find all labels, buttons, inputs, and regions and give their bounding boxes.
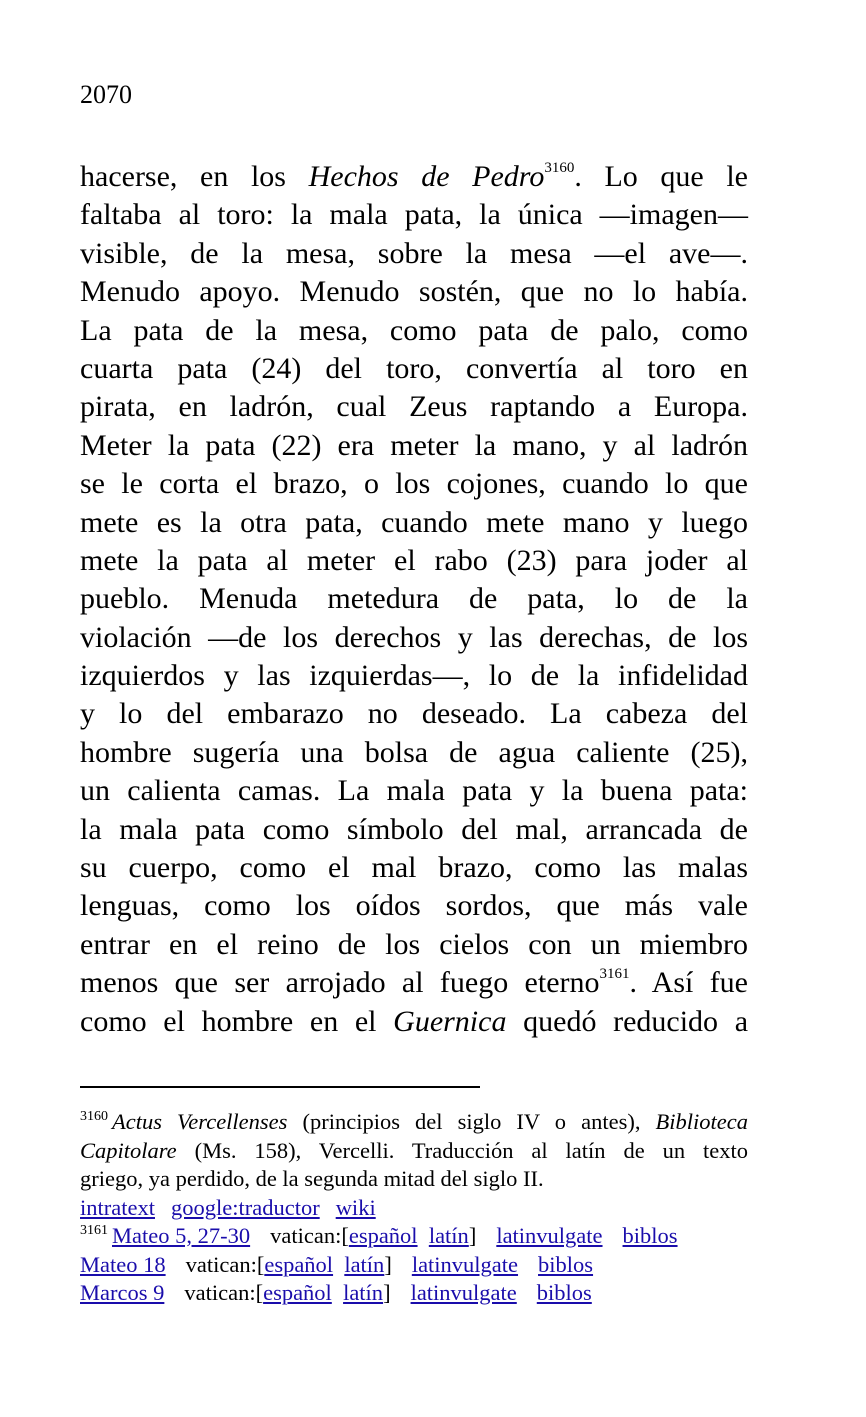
footnote-line bbox=[80, 1108, 748, 1137]
biblos-link[interactable]: biblos bbox=[538, 1251, 594, 1277]
text-line: pueblo. Menuda metedura de pata, lo de la bbox=[80, 582, 748, 616]
body-text bbox=[80, 158, 748, 1041]
footnote-link-row bbox=[80, 1251, 748, 1280]
footnote-number: 3161 bbox=[80, 1223, 108, 1238]
latin-link[interactable]: latín bbox=[344, 1251, 385, 1277]
text-line: visible, de la mesa, sobre la mesa —el ave—. bbox=[80, 236, 748, 270]
biblos-link[interactable]: biblos bbox=[622, 1223, 678, 1248]
text-line: La pata de la mesa, como pata de palo, como bbox=[80, 313, 748, 347]
footnote-line: griego, ya perdido, de la segunda mitad del siglo II. bbox=[80, 1166, 544, 1191]
text-segment: menos que ser arrojado al fuego eterno bbox=[80, 966, 600, 1000]
text-segment: hacerse, en los bbox=[80, 160, 286, 193]
text-segment: . Así fue bbox=[629, 966, 748, 1000]
latin-link[interactable]: latín bbox=[343, 1280, 384, 1305]
text-line: un calienta camas. La mala pata y la buena pata: bbox=[80, 774, 748, 808]
vatican-label: vatican:[ bbox=[184, 1280, 264, 1305]
footnote-ref[interactable]: 3160 bbox=[544, 160, 575, 176]
text-line bbox=[80, 158, 748, 196]
text-line: entrar en el reino de los cielos con un miembro bbox=[80, 927, 748, 961]
text-line: cuarta pata (24) del toro, convertía al toro en bbox=[80, 351, 748, 385]
footnote-divider bbox=[80, 1086, 480, 1088]
footnote-link-row bbox=[80, 1279, 748, 1308]
page-number: 2070 bbox=[80, 80, 132, 109]
text-segment: como el hombre en el bbox=[80, 1004, 377, 1038]
italic-title: Actus Vercellenses bbox=[112, 1109, 288, 1134]
text-line bbox=[80, 1003, 748, 1041]
bible-reference-link[interactable]: Marcos 9 bbox=[80, 1280, 165, 1305]
text-line: Menudo apoyo. Menudo sostén, que no lo había. bbox=[80, 275, 748, 309]
italic-title: Hechos de Pedro bbox=[308, 160, 545, 193]
italic-title: Guernica bbox=[393, 1004, 507, 1038]
latinvulgate-link[interactable]: latinvulgate bbox=[410, 1280, 517, 1305]
text-line: mete es la otra pata, cuando mete mano y luego bbox=[80, 505, 748, 539]
text-segment: (Ms. 158), Vercelli. Traducción al latín de un texto bbox=[194, 1137, 749, 1163]
espanol-link[interactable]: español bbox=[263, 1280, 332, 1305]
footnotes bbox=[80, 1108, 748, 1308]
latin-link[interactable]: latín bbox=[428, 1223, 469, 1248]
text-line: mete la pata al meter el rabo (23) para joder al bbox=[80, 543, 748, 577]
google-translator-link[interactable]: google:traductor bbox=[170, 1194, 320, 1220]
biblos-link[interactable]: biblos bbox=[536, 1280, 592, 1305]
bracket: ] bbox=[384, 1251, 392, 1277]
intratext-link[interactable]: intratext bbox=[80, 1194, 155, 1220]
text-line: hombre sugería una bolsa de agua caliente (25), bbox=[80, 735, 748, 769]
text-line: y lo del embarazo no deseado. La cabeza del bbox=[80, 697, 748, 731]
bracket: ] bbox=[383, 1280, 391, 1305]
text-line: izquierdos y las izquierdas—, lo de la infidelidad bbox=[80, 659, 748, 693]
text-segment: quedó reducido a bbox=[523, 1004, 749, 1038]
footnote-ref[interactable]: 3161 bbox=[599, 966, 630, 983]
text-line bbox=[80, 964, 748, 1002]
latinvulgate-link[interactable]: latinvulgate bbox=[411, 1251, 519, 1277]
italic-title: Capitolare bbox=[80, 1137, 177, 1163]
espanol-link[interactable]: español bbox=[348, 1223, 418, 1248]
text-line: pirata, en ladrón, cual Zeus raptando a Europa. bbox=[80, 390, 748, 424]
footnote-link-row bbox=[80, 1222, 748, 1251]
footnote-line bbox=[80, 1137, 748, 1166]
bracket: ] bbox=[468, 1223, 477, 1248]
text-line: faltaba al toro: la mala pata, la única —imagen— bbox=[80, 198, 748, 232]
wiki-link[interactable]: wiki bbox=[335, 1194, 376, 1220]
text-segment: . Lo que le bbox=[574, 160, 749, 193]
vatican-label: vatican:[ bbox=[185, 1251, 265, 1277]
text-line: se le corta el brazo, o los cojones, cuando lo que bbox=[80, 467, 748, 501]
espanol-link[interactable]: español bbox=[264, 1251, 334, 1277]
bible-reference-link[interactable]: Mateo 18 bbox=[80, 1251, 166, 1277]
footnote-number: 3160 bbox=[80, 1109, 108, 1124]
bible-reference-link[interactable]: Mateo 5, 27-30 bbox=[112, 1223, 251, 1248]
italic-title: Biblioteca bbox=[655, 1109, 748, 1134]
text-line: lenguas, como los oídos sordos, que más vale bbox=[80, 889, 748, 923]
text-line: la mala pata como símbolo del mal, arrancada de bbox=[80, 812, 748, 846]
footnote-links bbox=[80, 1194, 748, 1223]
latinvulgate-link[interactable]: latinvulgate bbox=[496, 1223, 603, 1248]
text-line: Meter la pata (22) era meter la mano, y al ladrón bbox=[80, 428, 748, 462]
vatican-label: vatican:[ bbox=[270, 1223, 349, 1248]
text-line: su cuerpo, como el mal brazo, como las malas bbox=[80, 851, 748, 885]
text-segment: (principios del siglo IV o antes), bbox=[302, 1109, 641, 1134]
text-line: violación —de los derechos y las derechas, de los bbox=[80, 620, 748, 654]
